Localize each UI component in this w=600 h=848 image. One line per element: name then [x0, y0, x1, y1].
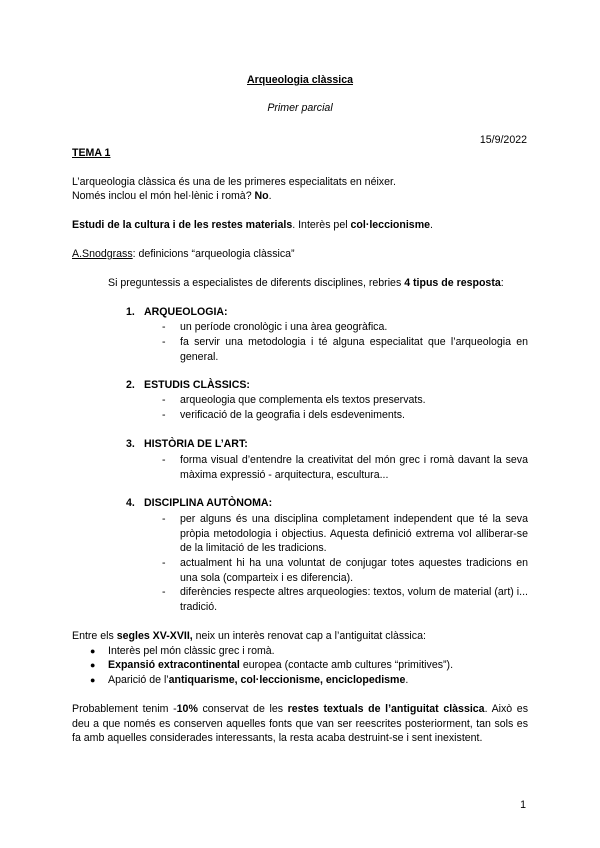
section-heading-tema: TEMA 1: [72, 147, 111, 159]
preguntes-line: Si preguntessis a especialistes de diferents disciplines, rebries 4 tipus de resposta:: [108, 277, 504, 289]
section-title: HISTÒRIA DE L’ART:: [144, 438, 248, 450]
bullet-item: ● Expansió extracontinental europea (contacte amb cultures “primitives”).: [90, 659, 454, 671]
section-title: DISCIPLINA AUTÒNOMA:: [144, 497, 273, 509]
snodgrass-name: A.Snodgrass: [72, 248, 133, 260]
intro-line-1: L’arqueologia clàssica és una de les primeres especialitats en néixer.: [72, 176, 396, 188]
estudi-paragraph: Estudi de la cultura i de les restes materials. Interès pel col·leccionisme.: [72, 219, 433, 231]
section-number: 4.: [126, 497, 135, 509]
segles-line: Entre els segles XV-XVII, neix un interès renovat cap a l’antiguitat clàssica:: [72, 630, 426, 642]
snodgrass-line: A.Snodgrass: definicions “arqueologia clàssica”: [72, 248, 295, 260]
final-paragraph: Probablement tenim -10% conservat de les restes textuals de l’antiguitat clàssica. Això es deu a que només es conserven aquelles fonts que van ser reescrites posteriorment, tan sols es fa amb aquelles considerades interessants, la resta acaba destruint-se i sent inexistent.: [72, 703, 528, 744]
section-number: 3.: [126, 438, 135, 450]
list-item: - fa servir una metodologia i té alguna especialitat que l’arqueologia en general.: [162, 336, 528, 363]
list-item: - verificació de la geografia i dels esdeveniments.: [162, 409, 405, 421]
list-item: - per alguns és una disciplina completament independent que té la seva pròpia metodologia i objectius. Aquesta definició extrema vol alliberar-se de la limitació de les tradicions.: [162, 513, 528, 554]
section-number: 1.: [126, 306, 135, 318]
document-title: Arqueologia clàssica: [247, 74, 353, 86]
bullet-item: ● Aparició de l’antiquarisme, col·leccionisme, enciclopedisme.: [90, 674, 409, 686]
list-item: - forma visual d’entendre la creativitat del món grec i romà davant la seva màxima expressió - arquitectura, escultura...: [162, 454, 528, 481]
page-number: 1: [520, 799, 526, 811]
bullet-icon: ●: [90, 660, 96, 670]
document-subtitle: Primer parcial: [267, 102, 333, 114]
bullet-item: ● Interès pel món clàssic grec i romà.: [90, 645, 275, 657]
list-item: - actualment hi ha una voluntat de conjugar totes aquestes tradicions en una sola (comparteix i es diferencia).: [162, 557, 528, 584]
section-title: ESTUDIS CLÀSSICS:: [144, 379, 250, 391]
list-item: - un període cronològic i una àrea geogràfica.: [162, 321, 388, 333]
list-item: - arqueologia que complementa els textos preservats.: [162, 394, 426, 406]
document-date: 15/9/2022: [479, 134, 527, 146]
bullet-icon: ●: [90, 675, 96, 685]
section-number: 2.: [126, 379, 135, 391]
list-item: - diferències respecte altres arqueologies: textos, volum de material (art) i... tradició.: [162, 586, 528, 613]
intro-line-2: Només inclou el món hel·lènic i romà? No.: [72, 190, 272, 202]
section-title: ARQUEOLOGIA:: [144, 306, 228, 318]
bullet-icon: ●: [90, 646, 96, 656]
